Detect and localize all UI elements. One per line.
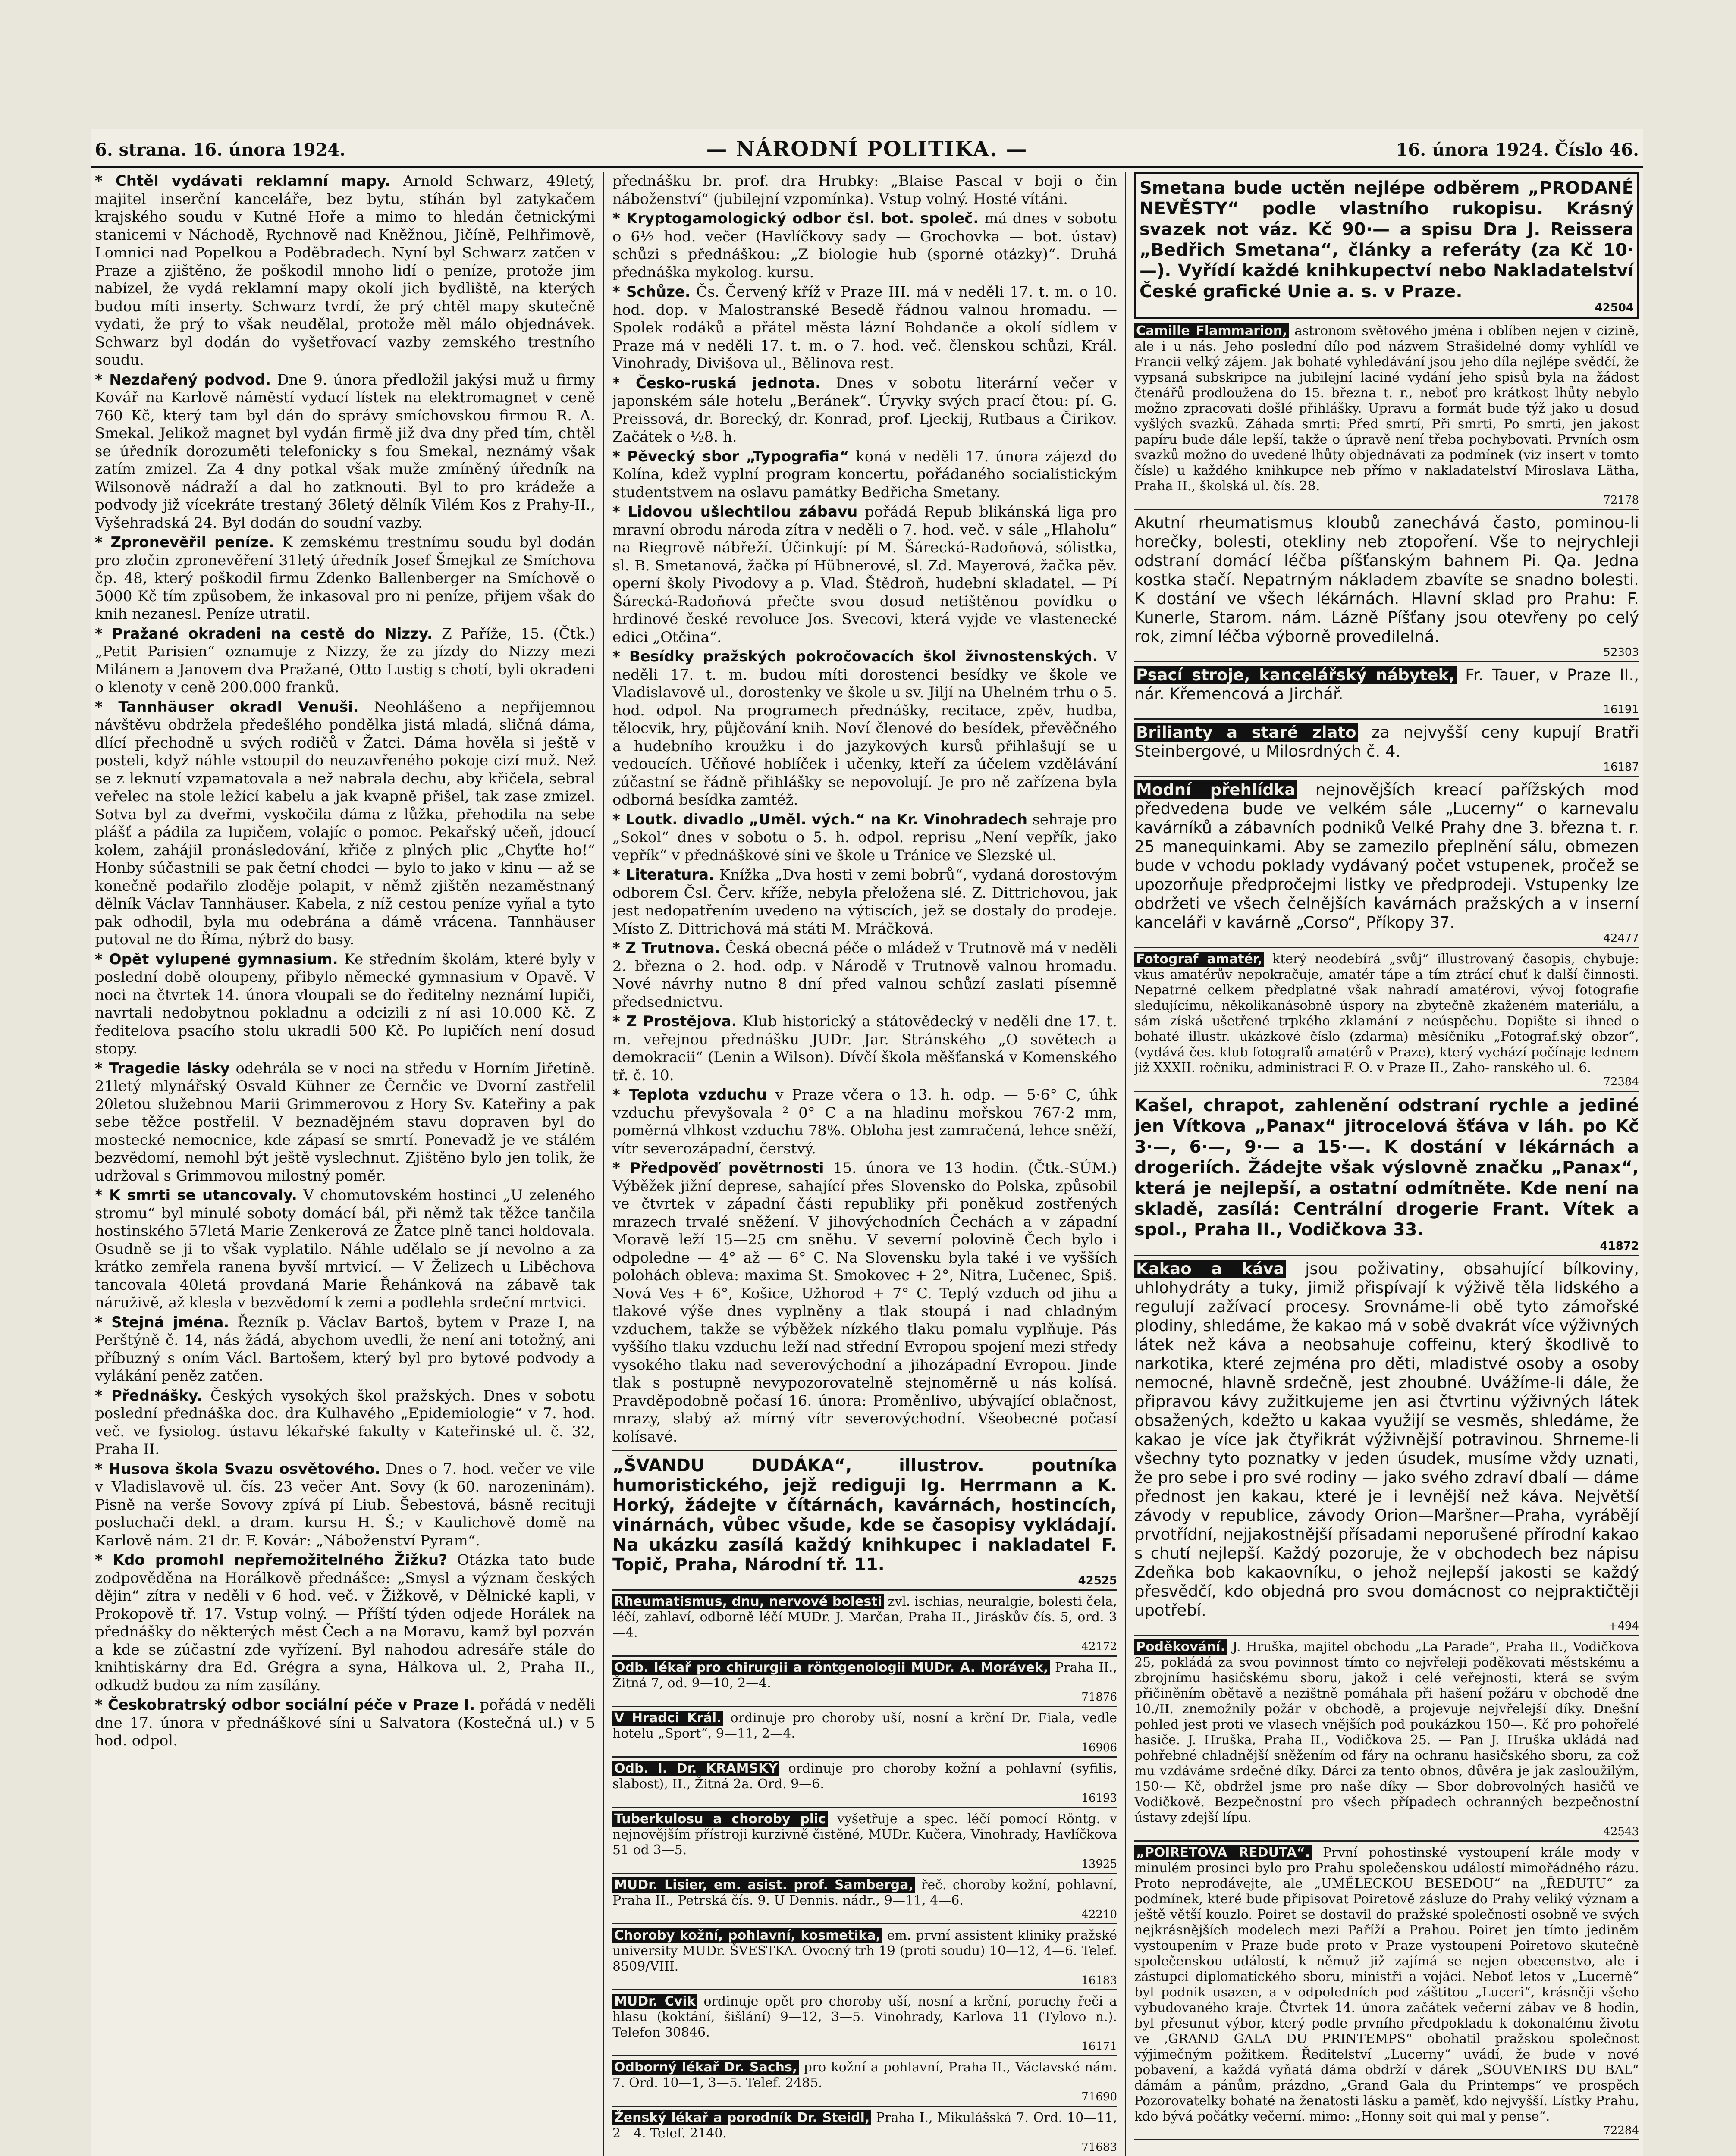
ad-number: 72384 <box>1603 1075 1639 1088</box>
advertisement <box>612 2110 1117 2156</box>
article <box>95 1060 595 1185</box>
advertisement <box>1134 323 1639 510</box>
ad-title: Kakao a káva <box>1134 1260 1286 1278</box>
article-body: 15. února ve 13 hodin. (Čtk.-SÚM.) Výběžek jižní deprese, sahající přes Slovensko do Polska, způsobil ve čtvrtek v západní části republiky při poněkud zostřených mrazech trvalé sněžení. V jihovýchodních Čechách a v západní Moravě leží 15—25 cm sněhu. V severní polovině Čech bylo i odpoledne — 4° až — 6° C. Na Slovensku byla také i ve vyšších polohách obleva: maxima St. Smokovec + 2°, Nitra, Lučenec, Spiš. Nová Ves + 6°, Košice, Užhorod + 7° C. Teplý vzduch od jihu a tlakové výše dnes vyplněny a tlak stoupá i nad chladným vzduchem, takže se výběžek nízkého tlaku pomalu vyplňuje. Pás vyššího tlaku vzduchu leží nad střední Evropou spojení mezi středy vysokého tlaku nad severovýchodní a jihozápadní Evropou. Jinde tlak s postupně nevypozorovatelně stejnoměrně u nás kolísá. Pravděpodobně počasí 16. února: Proměnlivo, ubývající oblačnost, mrazy, slabý až mírný vítr severovýchodní. Všeobecné počasí kolísavé. <box>612 1159 1117 1445</box>
ad-text: zvl. ischias, neuralgie, bolesti čela, léčí, zahlaví, odborně léčí MUDr. J. Marčan, Praha II., Jiráskův čís. 5, ord. 3—4. <box>612 1594 1117 1640</box>
ad-number: 42525 <box>1078 1574 1117 1587</box>
advertisement <box>1134 952 1639 1092</box>
advertisement <box>612 1761 1117 1808</box>
article <box>95 371 595 533</box>
article-body: Dnes v sobotu literární večer v japonském sále hotelu „Beránek“. Úryvky svých prací čtou: pí. G. Preissová, dr. Borecký, dr. Konrad, prof. Ljeckij, Rutbaus a Čirikov. Začátek o ½8. h. <box>612 374 1117 445</box>
advertisement <box>612 1456 1117 1591</box>
article <box>95 172 595 370</box>
advertisement <box>612 1994 1117 2056</box>
ad-number: 16906 <box>1081 1741 1117 1754</box>
advertisement <box>1134 666 1639 720</box>
column-divider <box>1125 172 1126 2156</box>
ad-number: 72178 <box>1603 494 1639 507</box>
ad-number: 16187 <box>1603 761 1639 774</box>
ad-text: který neodebírá „svůj“ illustrovaný časopis, chybuje: vkus amatérův nepokračuje, amatér tápe a tím ztrácí chuť k další činnosti. Nepatrné celkem předplatné však nahradí amatérovi, vývoj fotografie sledujícímu, několikanásobně úspory na zbytečně zkaženém materiálu, a sám získá ušetřené trpkého zklamání z neúspěchu. Dopište si ihned o bohaté illustr. ukázkové číslo (zdarma) měsíčníku „Fotograf.ský obzor“, (vydává čes. klub fotografů amatérů v Praze), který vychází počínaje lednem již XXXII. ročníku, administraci F. O. v Praze II., Zaho- ranského ul. 6. <box>1134 952 1639 1075</box>
article-headline: * Pražané okradeni na cestě do Nizzy. <box>95 625 433 642</box>
article-body: V chomutovském hostinci „U zeleného stromu“ byl minulé soboty domácí bál, při němž tak těžce tančila hostinského 57letá Marie Zenkerová ze Žatce plně tanci holdovala. Osudně se ji to však vyplatilo. Náhle udělalo se jí nevolno a za krátko zemřela ranena byvší mrtvicí. — V Želizech u Liběchova tancovala 40letá provdaná Marie Řehánková na zábavě tak náruživě, až klesla v bezvědomí k zemi a podlehla srdeční mrtvici. <box>95 1187 595 1311</box>
ad-title: Ženský lékař a porodník Dr. Steidl, <box>612 2110 871 2125</box>
issue-date-number: 16. února 1924. Číslo 46. <box>1396 140 1639 160</box>
advertisement <box>1134 514 1639 662</box>
article <box>612 866 1117 938</box>
article <box>612 172 1117 208</box>
article-body: Řezník p. Václav Bartoš, bytem v Praze I, na Perštýně č. 14, nás žádá, abychom uvedli, že není ani totožný, ani příbuzný s oním Václ. Bartošem, který byl pro bytové podvody a vylákání peněz zatčen. <box>95 1313 595 1385</box>
page-header <box>91 138 1643 168</box>
divider <box>612 1450 1117 1451</box>
article-body: Česká obecná péče o mládež v Trutnově má v neděli 2. března o 2. hod. odp. v Národě v Trutnově valnou hromadu. Nové návrhy nutno 8 dní před valnou schůzí zaslati písemně předsednictvu. <box>612 940 1117 1011</box>
article-headline: * Kryptogamologický odbor čsl. bot. společ. <box>612 210 979 227</box>
article-headline: * Tragedie lásky <box>95 1059 230 1077</box>
ad-text: ordinuje opět pro choroby uší, nosní a krční, poruchy řeči a hlasu (koktání, šišlání) 9—12, 3—5. Vinohrady, Karlova 11 (Tylovo n.). Telefon 30846. <box>612 1994 1117 2040</box>
ad-text: „ŠVANDU DUDÁKA“, illustrov. poutníka humoristického, jejž rediguji Ig. Herrmann a K. Horký, žádejte v čítárnách, kavárnách, hostincích, vinárnách, vůbec všude, kde se časopisy vykládají. Na ukázku zasílá každý knihkupec i nakladatel F. Topič, Praha, Národní tř. 11. <box>612 1456 1117 1575</box>
ad-text: vyšetřuje a spec. léčí pomocí Röntg. v nejnovějším přístroji kurzivně čistěné, MUDr. Kučera, Vinohrady, Havlíčkova 51 od 3—5. <box>612 1811 1117 1858</box>
ad-text: řeč. choroby kožní, pohlavní, Praha II., Petrská čís. 9. U Dennis. nádr., 9—11, 4—6. <box>612 1877 1117 1908</box>
article <box>612 283 1117 373</box>
ad-title: Psací stroje, kancelářský nábytek, <box>1134 666 1457 684</box>
article <box>612 448 1117 502</box>
column-1 <box>95 172 595 2156</box>
ad-number: 71683 <box>1081 2141 1117 2154</box>
article-headline: * Teplota vzduchu <box>612 1086 767 1103</box>
newspaper-page <box>91 129 1643 2156</box>
article <box>612 1086 1117 1158</box>
ad-title: „POIRETOVA REDUTA“. <box>1134 1845 1312 1860</box>
ad-number: 72284 <box>1603 2124 1639 2137</box>
article <box>95 1460 595 1550</box>
article-headline: * Stejná jména. <box>95 1313 229 1331</box>
article-headline: * Přednášky. <box>95 1387 202 1404</box>
advertisement <box>612 1928 1117 1990</box>
article-body: koná v neděli 17. února zájezd do Kolína, kdež vyplní program koncertu, pořádaného socialistickým studentstvem na oslavu památky Bedřicha Smetany. <box>612 448 1117 501</box>
article-body: odehrála se v noci na středu v Horním Jiřetíně. 21letý mlynářský Osvald Kühner ze Černčic ve Dvorní zastřelil 20letou služebnou Marii Grimmerovou z Hory Sv. Kateřiny a pak sebe těžce postřelil. V beznadějném stavu dopraven byl do mostecké nemocnice, kde zápasí se smrtí. Ponevadž je ve stálém bezvědomí, nemohl být ještě vyslechnut. Zjištěno bylo jen tolik, že udržoval s Grimmovou milostný poměr. <box>95 1059 595 1185</box>
ad-title: MUDr. Lisier, em. asist. prof. Samberga, <box>612 1877 915 1893</box>
article-body: má dnes v sobotu o 6½ hod. večer (Havlíčkovy sady — Grochovka — bot. ústav) schůzi s přednáškou: „Z biologie hub (sporné otázky)“. Druhá přednáška mykolog. kursu. <box>612 210 1117 281</box>
ad-text: za nejvyšší ceny kupují Bratři Steinbergové, u Milosrdných č. 4. <box>1134 723 1639 761</box>
article <box>95 534 595 624</box>
article-headline: * Lidovou ušlechtilou zábavu <box>612 503 858 520</box>
article-body: Knížka „Dva hosti v zemi bobrů“, vydaná dorostovým odborem Čsl. Červ. kříže, nebyla přeložena slé. Z. Dittrichovou, jak jest nedopatřením uvedeno na výtiscích, jež se dostaly do prodeje. Místo Z. Dittrichová má státi M. Mráčková. <box>612 866 1117 937</box>
ad-number: 42210 <box>1081 1908 1117 1921</box>
ad-number: 16193 <box>1081 1792 1117 1805</box>
article-headline: * Loutk. divadlo „Uměl. vých.“ na Kr. Vinohradech <box>612 811 1028 828</box>
article <box>95 699 595 949</box>
article <box>612 648 1117 809</box>
article-headline: * Nezdařený podvod. <box>95 371 271 389</box>
article-headline: * Opět vylupené gymnasium. <box>95 950 338 968</box>
ad-text: Akutní rheumatismus kloubů zanechává často, pominou-li horečky, bolesti, otekliny neb ztopoření. Vše to nejrychleji odstraní domácí léčba píšťanským bahnem Pi. Qa. Jedna kostka stačí. Nepatrným nákladem zbavíte se snadno bolesti. K dostání ve všech lékárnách. Hlavní sklad pro Prahu: F. Kunerle, Starom. nám. Lázně Píšťany jsou otevřeny po celý rok, zimní léčba výborně provedilelná. <box>1134 514 1639 646</box>
article-headline: * Husova škola Svazu osvětového. <box>95 1460 380 1478</box>
advertisement <box>612 2060 1117 2107</box>
article-body: Neohlášeno a nepřijemnou návštěvu obdržela předešlého pondělka jistá mladá, sličná dáma, dlící přechodně u svých rodičů v Žatci. Dáma hověla si ještě v posteli, když náhle vstoupil do neuzavřeného pokoje cizí muž. Než se z leknutí vzpamatovala a než nabrala dechu, aby křičela, sebral veřelec na stole ležící kabelu a jak kvapně přišel, tak zase zmizel. Sotva byl za dveřmi, vyskočila dáma z lůžka, přehodila na sebe plášť a pádila za lupičem, volajíc o pomoc. Pekařský učeň, jdoucí kolem, zahájil pronásledování, křiče z plných plic „Chyťte ho!“ Honby súčastnili se pak četní chodci — bylo to jako v kinu — až se konečně podařilo zloděje polapit, v němž zjištěn nezaměstnaný dělník Václav Tannhäuser. Kabela, z níž cestou peníze vyňal a tyto pak odhodil, byla mu odebrána a dámě vrácena. Tannhäuser putoval ne do Říma, nýbrž do basy. <box>95 698 595 948</box>
ad-title: Choroby kožní, pohlavní, kosmetika, <box>612 1928 882 1943</box>
article-body: K zemskému trestnímu soudu byl dodán pro zločin zpronevěření 31letý úředník Josef Šmejkal ze Smíchova čp. 48, který poškodil firmu Zdenko Ballenberger na Smíchově o 5000 Kč tím způsobem, že inkasoval pro ni peníze, přijem však do knih nezanesl. Peníze utratil. <box>95 534 595 623</box>
ad-text: astronom světového jména i oblíben nejen v cizině, ale i u nás. Jeho poslední dílo pod názvem Strašidelné domy vyhlídl ve Francii velký zájem. Jak bohaté vyhledávání jsou jeho díla nejlépe svědčí, že vypsaná subskripce na jubilejní laciné vydání jeho spisů byla na žádost čtenářů prodloužena do 15. března t. r., neboť pro krátkost lhůty nebylo možno zpracovati došlé přihlášky. Upravu a formát bude týž jako u dosud vyšlých svazků. Záhada smrti: Před smrtí, Při smrti, Po smrti, jen jakost papíru bude dále lepší, takže o úpravě není třeba pochybovati. Prvních osm svazků možno do uvedené lhůty objednávati za podmínek (viz insert v tomto čísle) u každého knihkupce neb přímo v nakladatelství Miroslava Lätha, Praha II., školská ul. čís. 28. <box>1134 323 1639 494</box>
page-number-date: 6. strana. 16. února 1924. <box>95 140 346 160</box>
article-body: Arnold Schwarz, 49letý, majitel inserční kanceláře, bez bytu, stíhán byl zatykačem krajského soudu v Kutné Hoře a mimo to hledán četnickými stanicemi v Náchodě, Rychnově nad Kněžnou, Jičíně, Pelhřimově, Lomnici nad Popelkou a Poděbradech. Nyní byl Schwarz zatčen v Praze a zjištěno, že poškodil mnoho lidí o peníze, protože jim nabízel, že vydá reklamní mapy okolí jich bydliště, na kterých budou míti inserty. Schwarz tvrdí, že prý chtěl mapy skutečně vydati, že prý to však neudělal, protože měl málo objednávek. Schwarz byl dodán do vyšetřovací vazby zemského trestního soudu. <box>95 172 595 369</box>
column-divider <box>603 172 604 2156</box>
advertisement <box>612 1877 1117 1924</box>
article <box>612 940 1117 1011</box>
advertisement <box>1134 1095 1639 1256</box>
article <box>612 375 1117 446</box>
article-body: Z Paříže, 15. (Čtk.) „Petit Parisien“ oznamuje z Nizzy, že za jízdy do Nizzy mezi Milánem a Janovem dva Pražané, Otto Lustig s chotí, byli okradeni o klenoty v ceně 200.000 franků. <box>95 625 595 696</box>
ad-title: MUDr. Cvik <box>612 1994 697 2009</box>
ad-text: První pohostinské vystoupení krále mody v minulém prosinci bylo pro Prahu společenskou událostí mimořádného rázu. Proto neprodávejte, ale „UMĚLECKOU BESEDOU“ na „ŘEDUTU“ za podmínek, které bude připisovat Poiretově zásluze do Prahy veliký význam a ještě větší kouzlo. Poiret se dostavil do pražské společnosti osobně ve svých nejkrásnějších modelech mezi Paříží a Prahou. Poiret jen tímto jediněm vystoupením v Praze bude proto v Praze vystoupení Poiretovo skutečně společenskou událostí, k němuž již zajímá se nejen obecenstvo, ale i zástupci diplomatického sboru, ministři a vojáci. Neboť letos v „Lucerně“ byl podnik usazen, a v odpoledních pod záštitou „Luceri“, krásněji všeho vybudovaného kraje. Čtvrtek 14. února začátek večerní zábav ve 8 hodin, byl přesunut výbor, který podle prvního předpokladu k dokonalému životu ve ‚GRAND GALA DU PRINTEMPS“ obohatil pražskou společnost výjimečným požitkem. Ředitelství „Lucerny“ uvádí, že bude v nové pobavení, a každá vyňatá dáma obdrží v dárek „SOUVENIRS DU BAL“ dámám a pánům, prázdno, „Grand Gala du Printemps“ ve prospěch Pozorovatelky bohaté na ženatosti lásku a paměť, kdo nejvyšší. Lístky Prahu, kdo bývá počátky večerní. mimo: „Honny soit qui mal y pense“. <box>1134 1845 1639 2124</box>
ad-text: Praha I., Mikulášská 7. Ord. 10—11, 2—4. Telef. 2140. <box>612 2110 1117 2141</box>
ad-title: Odb. lékař pro chirurgii a röntgenologii MUDr. A. Morávek, <box>612 1660 1050 1675</box>
ad-text: Fr. Tauer, v Praze II., nár. Křemencová a Jirchář. <box>1134 666 1639 703</box>
ad-number: 42543 <box>1603 1825 1639 1838</box>
article-body: V neděli 17. t. m. budou míti dorostenci besídky ve škole ve Vladislavově ul., dorostenky ve škole u sv. Jiljí na Uhelném trhu o 5. hod. odpol. Na programech přednášky, recitace, zpěv, hudba, tělocvik, hry, půjčování knih. Noví členové do besídek, převěčného a hudebního kroužku i do jazykových kursů přihlašují se u vedoucích. Učňové hoblíček i učenky, kteří za účelem vzdělávání zúčastní se řádně přihlášky se nepovolují. Je pro ně zařízena byla odborná besídka zamtéž. <box>612 648 1117 808</box>
ad-title: Odb. l. Dr. KRAMSKÝ <box>612 1761 779 1776</box>
ad-number: 71690 <box>1081 2090 1117 2103</box>
article-headline: * Pěvecký sbor „Typografia“ <box>612 448 849 465</box>
advertisement <box>1134 723 1639 777</box>
article-headline: * Z Prostějova. <box>612 1013 737 1030</box>
article-body: Dne 9. února předložil jakýsi muž u firmy Kovář na Karlově náměstí vydací lístek na elektromagnet v ceně 760 Kč, který tam byl dán do správy smíchovskou firmou R. A. Smekal. Jelikož magnet byl vydán firmě již dva dny před tím, chtěl se úředník dorozuměti telefonicky s fou Smekal, neznámý však zatím zmizel. Za 4 dny potkal však muže zmíněný úředník na Wilsonově nádraží a dal ho zatknouti. Byl to pro krádeže a podvody již vícekráte trestaný 36letý dělník Vilém Kos z Prahy-II., Vyšehradská 24. Byl dodán do soudní vazby. <box>95 371 595 532</box>
advertisement <box>1134 172 1639 319</box>
article-headline: * Zpronevěřil peníze. <box>95 534 275 551</box>
article-body: přednášku br. prof. dra Hrubky: „Blaise Pascal v boji o čin náboženství“ (jubilejní vzpomínka). Vstup volný. Hosté vítáni. <box>612 172 1117 208</box>
article-headline: * Literatura. <box>612 866 714 884</box>
ad-title: Tuberkulosu a choroby plic <box>612 1811 828 1827</box>
ad-number: 71876 <box>1081 1691 1117 1704</box>
ad-number: 13925 <box>1081 1858 1117 1871</box>
ad-number: 42504 <box>1595 301 1634 314</box>
article <box>612 1159 1117 1446</box>
article <box>95 1387 595 1459</box>
article <box>95 1551 595 1695</box>
article <box>612 210 1117 282</box>
advertisement <box>1134 1260 1639 1636</box>
article-headline: * Česko-ruská jednota. <box>612 374 821 392</box>
advertisement <box>612 1660 1117 1707</box>
article <box>95 625 595 697</box>
article-body: pořádá v neděli dne 17. února v přednáškové síni u Salvatora (Kostečná ul.) v 5 hod. odpol. <box>95 1696 595 1749</box>
article-body: Dnes o 7. hod. večer ve vile v Vladislavově ul. čís. 23 večer Ant. Sovy (k 60. narozeninám). Pisně na verše Sovovy zpívá pí Liub. Šebestová, básně recituji posluchači dekl. a dram. kursu H. Š.; v Kaulichově domě na Karlově nám. 21 dr. F. Kovár: „Náboženství Pyram“. <box>95 1460 595 1549</box>
ad-text: ordinuje pro choroby kožní a pohlavní (syfilis, slabost), II., Žitná 2a. Ord. 9—6. <box>612 1761 1117 1792</box>
masthead-title: — NÁRODNÍ POLITIKA. — <box>706 137 1028 161</box>
advertisement <box>1134 1639 1639 1842</box>
article-body: Českých vysokých škol pražských. Dnes v sobotu poslední přednáška doc. dra Kulhavého „Epidemiologie“ v 7. hod. več. ve fysiolog. ústavu lékařské fakulty v Kateřinské ul. č. 32, Praha II. <box>95 1387 595 1458</box>
ad-title: Fotograf amatér, <box>1134 952 1264 967</box>
ad-text: Smetana bude uctěn nejlépe odběrem „PRODANÉ NEVĚSTY“ podle vlastního rukopisu. Krásný svazek not váz. Kč 90·— a spisu Dra J. Reissera „Bedřich Smetana“, články a referáty (za Kč 10·—). Vyřídí každé knihkupectví nebo Nakladatelství České grafické Unie a. s. v Praze. <box>1140 178 1634 301</box>
ad-text: Praha II., Žitná 7, od. 9—10, 2—4. <box>612 1660 1117 1691</box>
ad-title: V Hradci Král. <box>612 1711 723 1726</box>
article <box>95 1314 595 1385</box>
article-body: pořádá Repub blikánská liga pro mravní obrodu národa zítra v neděli o 7. hod. več. v sále „Hlaholu“ na Riegrově nábřeží. Účinkují: pí M. Šárecká-Radoňová, sólistka, sl. B. Smetanová, žačka pí Hübnerové, sl. Zd. Mayerová, žačka pěv. operní školy Pivodovy a p. Vlad. Štědroň, hudební skladatel. — Pí Šárecká-Radoňová přečte svou dosud netištěnou povídku o hrdinové české revoluce Jos. Svecovi, která vyjde ve vlastenecké edici „Otčina“. <box>612 503 1117 646</box>
ad-title: Rheumatismus, dnu, nervové bolesti <box>612 1594 884 1609</box>
ad-text: em. první assistent kliniky pražské university MUDr. ŠVESTKA. Ovocný trh 19 (proti soudu) 10—12, 4—6. Telef. 8509/VIII. <box>612 1928 1117 1974</box>
ad-number: 52303 <box>1603 646 1639 659</box>
article-headline: * Chtěl vydávati reklamní mapy. <box>95 172 391 190</box>
article-body: Otázka tato bude zodpověděna na Horálkově přednášce: „Smysl a význam českých dějin“ zítra v neděli v 6 hod. več. v Žižkově, v Dělnické kapli, v Prokopově tř. 17. Vstup volný. — Příští týden odjede Horálek na přednášky do některých měst Čech a na Moravu, kamž byl pozván a kde se zúčastní zde vyřízení. Byl nahodou adresáře stále do knihtiskárny dra Ed. Grégra a syna, Hálkova ul. 2, Praha II., odkudž budou za ním zasílány. <box>95 1551 595 1694</box>
ad-title: Poděkování. <box>1134 1639 1227 1655</box>
ad-text: Kašel, chrapot, zahlenění odstraní rychle a jediné jen Vítkova „Panax“ jitrocelová šťáva v láh. po Kč 3·—, 6·—, 9·— a 15·—. K dostání v lékárnách a drogeriích. Žádejte však výslovně značku „Panax“, která je nejlepší, a ostatní odmítněte. Kde není na skladě, zasílá: Centrální drogerie Frant. Vítek a spol., Praha II., Vodičkova 33. <box>1134 1096 1639 1240</box>
article-headline: * Předpověď povětrnosti <box>612 1159 824 1177</box>
article <box>95 1187 595 1312</box>
article <box>612 1013 1117 1084</box>
advertisement <box>612 1811 1117 1874</box>
article-headline: * Schůze. <box>612 283 691 301</box>
article-body: sehraje pro „Sokol“ dnes v sobotu o 5. h. odpol. reprisu „Není vepřík, jako vepřík“ v přednáškové síni ve škole u Tránice ve Slezské ul. <box>612 811 1117 864</box>
ad-number: 42172 <box>1081 1640 1117 1653</box>
ad-number: 16183 <box>1081 1974 1117 1987</box>
ad-text: ordinuje pro choroby uší, nosní a krční Dr. Fiala, vedle hotelu „Sport“, 9—11, 2—4. <box>612 1711 1117 1741</box>
advertisement <box>1134 1845 1639 2140</box>
ad-number: +494 <box>1608 1620 1639 1633</box>
article <box>612 503 1117 646</box>
ad-title: Odborný lékař Dr. Sachs, <box>612 2060 799 2075</box>
article-headline: * Českobratrský odbor sociální péče v Praze I. <box>95 1696 475 1714</box>
advertisement <box>1134 780 1639 948</box>
ad-number: 41872 <box>1600 1240 1639 1253</box>
column-2 <box>612 172 1117 2156</box>
article-headline: * Besídky pražských pokročovacích škol živnostenských. <box>612 648 1098 665</box>
article <box>95 1696 595 1750</box>
ad-title: Camille Flammarion, <box>1134 323 1289 338</box>
advertisement <box>612 1711 1117 1758</box>
article-body: Čs. Červený kříž v Praze III. má v neděli 17. t. m. o 10. hod. dop. v Malostranské Besedě řádnou valnou hromadu. — Spolek rodáků a přátel města lázní Bohdanče a okolí sídlem v Praze má v neděli 17. t. m. o 7. hod. več. členskou schůzi, Král. Vinohrady, Divišova ul., Bělinova rest. <box>612 283 1117 372</box>
ad-text: jsou poživatiny, obsahující bílkoviny, uhlohydráty a tuky, jimiž přispívají k výživě těla lidského a regulují zažívací procesy. Srovnáme-li obě tyto zámořské plodiny, shledáme, že kakao má v sobě dvakrát více výživných látek než káva a neobsahuje coffeinu, který škodlivě to narkotika, které zejména pro děti, mladistvé osoby a osoby nemocné, hlavně srdečně, jest zhoubné. Uvážíme-li dále, že připravou kávy zužitkujeme jen asi čtvrtinu výživných látek obsažených, kdežto u kakaa využijí se vesměs, shledáme, že kakao je více jak čtyřikrát výživnější potravinou. Shrneme-li všechny tyto poznatky v jeden úsudek, musíme vždy uznati, že pro sebe i pro své rodiny — jako svého zdraví dbalí — dáme přednost jen kakau, které je i levnější než káva. Největší závody v republice, závody Orion—Maršner—Praha, vyrábějí prvotřídní, nejjakostnější přísadami neporušené přírodní kakao s chutí nejlepší. Každý pozoruje, že v obchodech bez nápisu Zdeňka bob kakaovníku, o jehož nejlepší jakosti se každý přesvědčí, kdo objedná pro svou domácnost co nejpraktičtěji upotřebí. <box>1134 1260 1639 1620</box>
column-3 <box>1134 172 1639 2156</box>
ad-number: 42477 <box>1603 932 1639 945</box>
ad-number: 16171 <box>1081 2040 1117 2053</box>
article-body: v Praze včera o 13. h. odp. — 5·6° C, úhk vzduchu převyšovala ² 0° C a na hladinu mořskou 767·2 mm, poměrná vlhkost vzduchu 78%. Obloha jest zamračená, lehce sněží, vítr severozápadní, čerstvý. <box>612 1086 1117 1157</box>
article <box>95 951 595 1058</box>
article-body: Ke středním školám, které byly v poslední době oloupeny, přibylo německé gymnasium v Opavě. V noci na čtvrtek 14. února vloupali se do ředitelny neznámí lupiči, navrtali nedobytnou pokladnu a odcizili z ní asi 10.000 Kč. Z ředitelova psacího stolu ukradli 500 Kč. Po lupičích není dosud stopy. <box>95 950 595 1057</box>
ad-text: J. Hruška, majitel obchodu „La Parade“, Praha II., Vodičkova 25, pokládá za svou povinnost tímto co nejvřeleji poděkovati městskému a zbrojnímu hasičskému sboru, jakož i celé veřejnosti, která se svým přičiněním obětavě a nezištně pomáhala při hašení požáru v obchodě dne 10./II. znemožnily požár v obchodě, a projevuje nejvřelejší díky. Dnešní pohled jest proti ve vlasech vnějších pod poukázkou 150—. Kč pro pohořelé hasiče. J. Hruška, Praha II., Vodičkova 25. — Pan J. Hruška ukládá nad pohřebné chladnější sněžením od fáry na ochranu hasičského sboru, za což mu vzdáváme srdečné díky. Dárci za tento obnos, důvěra je jak zasloužilým, 150·— Kč, obdržel jsme pro naše díky — Sbor dobrovolných hasičů ve Vodičkově. Bezpečnostní pro všech případech ochranných bezpečnostní ústavy zdejší lípu. <box>1134 1639 1639 1825</box>
article-headline: * K smrti se utancovaly. <box>95 1187 297 1204</box>
ad-title: Brilianty a staré zlato <box>1134 723 1358 742</box>
article <box>612 811 1117 865</box>
ad-text: nejnovějších kreací pařížských mod předvedena bude ve velkém sále „Lucerny“ o karnevalu kavárníků a zábavních podniků Velké Prahy dne 3. března t. r. 25 manequinkami. Aby se zamezilo přeplnění sálu, obmezen bude v vchodu poklady vydávaný počet vstupenek, pročež se upozorňuje předpročejmi listky ve předprodeji. Vstupenky lze obdržeti ve všech čelnějších kavárnách pražských a v inserní kanceláři v kavárně „Corso“, Příkopy 37. <box>1134 780 1639 932</box>
ad-number: 16191 <box>1603 703 1639 716</box>
ad-text: pro kožní a pohlavní, Praha II., Václavské nám. 7. Ord. 10—1, 3—5. Telef. 2485. <box>612 2060 1117 2090</box>
article-body: Klub historický a státovědecký v neděli dne 17. t. m. veřejnou přednášku JUDr. Jar. Stránského „O sovětech a demokracii“ (Lenin a Wilson). Dívčí škola měšťanská v Komenského tř. č. 10. <box>612 1013 1117 1084</box>
advertisement <box>612 1594 1117 1657</box>
ad-title: Modní přehlídka <box>1134 780 1297 799</box>
article-headline: * Z Trutnova. <box>612 940 720 957</box>
article-headline: * Kdo promohl nepřemožitelného Žižku? <box>95 1551 447 1569</box>
article-headline: * Tannhäuser okradl Venuši. <box>95 698 359 716</box>
